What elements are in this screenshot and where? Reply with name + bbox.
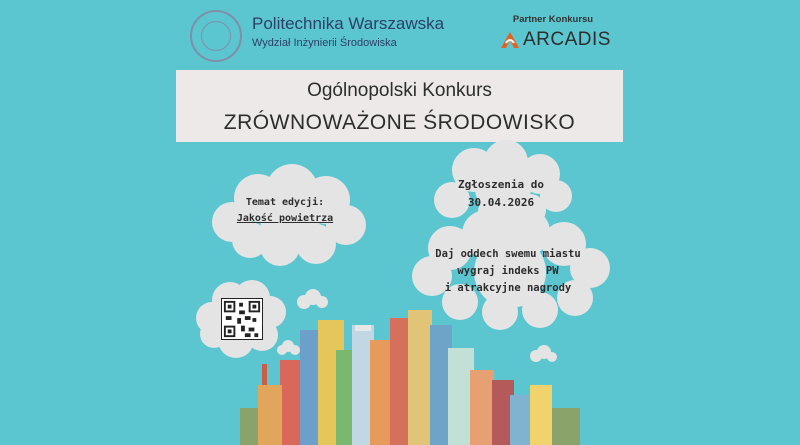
deadline-label: Zgłoszenia do bbox=[457, 178, 545, 191]
theme-value: Jakość powietrza bbox=[236, 213, 334, 224]
partner-label: Partner Konkursu bbox=[512, 14, 594, 25]
theme-cloud-text bbox=[215, 195, 355, 227]
contest-title: ZRÓWNOWAŻONE ŚRODOWISKO bbox=[223, 111, 576, 134]
city-illustration bbox=[240, 310, 580, 445]
slogan-line-1: Daj oddech swemu miastu bbox=[435, 248, 581, 260]
deadline-date: 30.04.2026 bbox=[467, 195, 535, 209]
partner-name: ARCADIS bbox=[523, 29, 611, 50]
theme-label: Temat edycji: bbox=[245, 197, 325, 208]
slogan-line-2: wygraj indeks PW bbox=[457, 264, 559, 277]
qr-code-icon[interactable] bbox=[221, 298, 263, 340]
contest-type: Ogólnopolski Konkurs bbox=[307, 80, 492, 101]
faculty-name: Wydział Inżynierii Środowiska bbox=[252, 37, 397, 49]
university-name: Politechnika Warszawska bbox=[252, 14, 445, 33]
slogan-cloud-text bbox=[418, 246, 598, 296]
deadline-cloud-text bbox=[440, 176, 562, 211]
slogan-line-3: i atrakcyjne nagrody bbox=[444, 281, 572, 294]
